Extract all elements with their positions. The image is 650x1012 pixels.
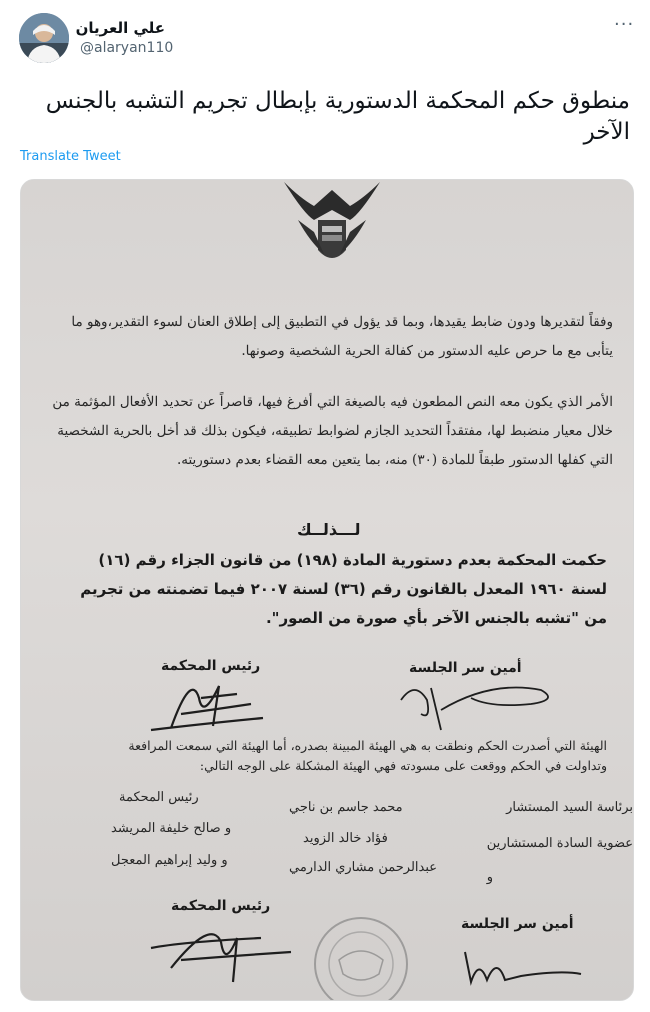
emblem-icon xyxy=(284,180,380,268)
panel-intro: الهيئة التي أصدرت الحكم ونطقت به هي الهيئة المبينة بصدره، أما الهيئة التي سمعت المرافعة وتداولت في الحكم ووقعت على مسودته فهي الهيئة المشكلة على الوجه التالي: xyxy=(128,738,607,773)
avatar[interactable] xyxy=(19,13,69,63)
panel-extra-3: و وليد إبراهيم المعجل xyxy=(111,853,228,868)
therefore-heading: لـــذلــك xyxy=(297,520,361,539)
court-president-label-2: رئيس المحكمة xyxy=(171,898,271,914)
court-seal-icon xyxy=(309,912,413,1001)
translate-tweet-link[interactable]: Translate Tweet xyxy=(20,149,121,164)
more-options-icon[interactable]: ··· xyxy=(614,14,635,35)
panel-name-3: عبدالرحمن مشاري الدارمي xyxy=(289,860,438,875)
panel-name-1: محمد جاسم بن ناجي xyxy=(289,800,403,815)
tweet-text: منطوق حكم المحكمة الدستورية بإبطال تجريم التشبه بالجنس الآخر xyxy=(45,88,630,145)
signature-president-2 xyxy=(141,908,301,988)
session-secretary-label-2: أمين سر الجلسة xyxy=(461,916,574,932)
session-secretary-label: أمين سر الجلسة xyxy=(409,660,522,676)
tweet-photo[interactable] xyxy=(20,179,634,1001)
panel-role-2: عضوية السادة المستشارين xyxy=(486,836,633,851)
paragraph-1: وفقاً لتقديرها ودون ضابط يقيدها، وبما قد يؤول في التطبيق إلى إطلاق العنان لسوء التقدير،وهو ما يتأبى مع ما حرص عليه الدستور من كفالة الحرية الشخصية وصونها. xyxy=(71,314,613,359)
panel-role-3: و xyxy=(486,870,493,885)
paragraph-2: الأمر الذي يكون معه النص المطعون فيه بالصيغة التي أفرغ فيها، قاصراً عن تحديد الأفعال المؤثمة من خلال معيار منضبط لها، مفتقداً التحديد الجازم لضوابط تطبيقه، فيكون بذلك قد أخل بالحرية الشخصية التي كفلها الدستور طبقاً للمادة (٣٠) منه، بما يتعين معه القضاء بعدم دستوريته. xyxy=(52,394,613,468)
court-president-label: رئيس المحكمة xyxy=(161,658,261,674)
signature-secretary-2 xyxy=(451,936,591,996)
user-handle[interactable]: @alaryan110 xyxy=(80,40,174,56)
signature-president xyxy=(141,668,271,738)
signature-secretary xyxy=(381,670,561,740)
panel-name-2: فؤاد خالد الزويد xyxy=(303,831,388,846)
panel-extra-2: و صالح خليفة المريشد xyxy=(111,821,232,836)
panel-extra-1: رئيس المحكمة xyxy=(119,790,199,805)
display-name[interactable]: علي العريان xyxy=(75,19,165,37)
panel-role-1: برئاسة السيد المستشار xyxy=(506,800,633,815)
ruling-text: حكمت المحكمة بعدم دستورية المادة (١٩٨) من قانون الجزاء رقم (١٦) لسنة ١٩٦٠ المعدل بالقانون رقم (٣٦) لسنة ٢٠٠٧ فيما تضمنته من تجريم من "تشبه بالجنس الآخر بأي صورة من الصور". xyxy=(80,551,607,627)
